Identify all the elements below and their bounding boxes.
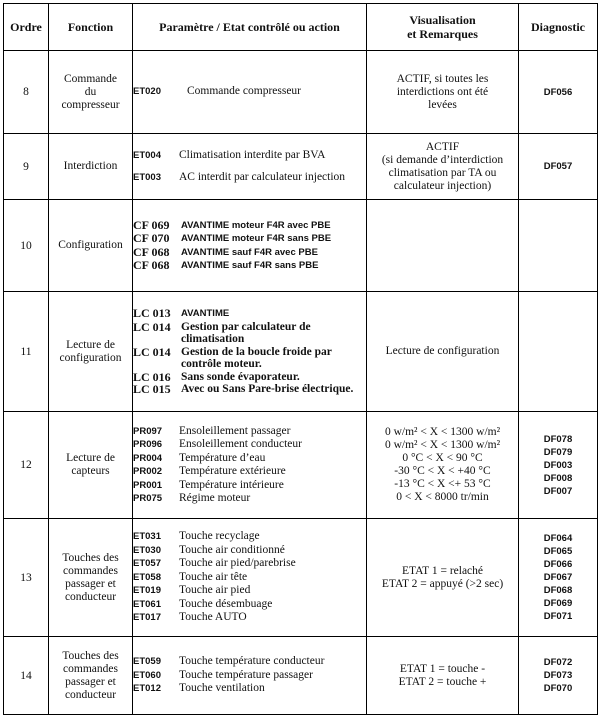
param-code: ET060 <box>133 669 161 681</box>
table-row <box>4 51 598 134</box>
row-ordre: 12 <box>4 412 49 519</box>
row-params <box>133 292 367 412</box>
param-label: Climatisation interdite par BVA <box>179 149 326 161</box>
row-ordre: 14 <box>4 637 49 715</box>
param-entry <box>133 383 366 396</box>
row-diagnostic <box>519 134 598 200</box>
header-vis-line: Visualisation <box>409 13 476 27</box>
table-row <box>4 412 598 519</box>
param-entry <box>133 346 366 371</box>
param-code: PR097 <box>133 425 163 437</box>
row-visualisation <box>367 292 519 412</box>
table-row <box>4 134 598 200</box>
param-label: AVANTIME moteur F4R sans PBE <box>181 233 332 244</box>
fonction-line: passager et <box>65 675 116 688</box>
diag-code: DF069 <box>543 598 573 609</box>
fonction-line: conducteur <box>64 590 117 603</box>
row-ordre: 11 <box>4 292 49 412</box>
vis-line: 0 °C < X < 90 °C <box>402 452 483 464</box>
row-fonction <box>49 134 133 200</box>
row-fonction <box>49 637 133 715</box>
param-code: ET017 <box>133 612 161 624</box>
row-params <box>133 51 367 134</box>
param-entry <box>133 611 366 625</box>
param-code: LC 014 <box>133 319 171 334</box>
param-label: Avec ou Sans Pare-brise électrique. <box>181 383 354 396</box>
vis-line: ETAT 2 = appuyé (>2 sec) <box>381 577 504 590</box>
param-entry <box>133 425 366 439</box>
row-diagnostic <box>519 51 598 134</box>
diag-code: DF072 <box>543 657 573 668</box>
param-code: LC 016 <box>133 369 171 384</box>
row-visualisation <box>367 134 519 200</box>
param-code: PR002 <box>133 466 163 477</box>
param-entry <box>133 544 366 558</box>
param-code: CF 069 <box>133 217 170 232</box>
row-visualisation <box>367 412 519 519</box>
param-label: Régime moteur <box>179 492 251 504</box>
param-code: CF 068 <box>133 258 170 272</box>
diag-code: DF007 <box>543 485 573 497</box>
vis-line: levées <box>428 98 457 111</box>
vis-line: 0 w/m² < X < 1300 w/m² <box>384 426 501 438</box>
vis-line: 0 < X < 8000 tr/min <box>396 491 489 503</box>
param-entry <box>133 246 366 260</box>
row-params <box>133 412 367 519</box>
row-fonction <box>49 412 133 519</box>
header-vis-line: et Remarques <box>407 27 478 41</box>
table-row <box>4 637 598 715</box>
param-entry <box>133 171 366 185</box>
param-entry <box>133 321 366 346</box>
param-entry <box>133 479 366 493</box>
header-row <box>4 4 598 51</box>
diag-code: DF078 <box>543 433 573 445</box>
fonction-line: Lecture de <box>66 452 115 464</box>
param-label: Gestion par calculateur de climatisation <box>181 320 311 346</box>
param-label: Température d’eau <box>179 451 266 464</box>
row-diagnostic <box>519 519 598 637</box>
param-code: ET020 <box>133 86 161 98</box>
table-row <box>4 519 598 637</box>
fonction-line: commandes <box>63 564 118 577</box>
header-fonction: Fonction <box>49 4 133 51</box>
vis-line: Lecture de configuration <box>385 345 500 357</box>
diag-code: DF065 <box>543 546 573 557</box>
param-label: Touche air tête <box>179 570 248 583</box>
param-label: Gestion de la boucle froide par contrôle moteur. <box>181 345 332 371</box>
fonction-line: capteurs <box>71 465 110 477</box>
vis-line: interdictions ont été <box>396 85 489 98</box>
param-entry <box>133 232 366 246</box>
param-code: ET030 <box>133 544 161 556</box>
row-ordre: 10 <box>4 200 49 292</box>
row-params <box>133 519 367 637</box>
param-entry <box>133 682 366 696</box>
param-label: AVANTIME <box>181 308 230 320</box>
param-label: Touche air pied <box>179 584 251 597</box>
row-diagnostic <box>519 412 598 519</box>
row-fonction <box>49 51 133 134</box>
vis-line: ETAT 1 = relaché <box>401 564 484 577</box>
param-label: AVANTIME sauf F4R sans PBE <box>181 260 319 271</box>
diag-code: DF073 <box>543 670 573 681</box>
fonction-line: Commande <box>63 72 118 85</box>
param-code: ET019 <box>133 585 161 597</box>
diag-code: DF056 <box>543 86 573 98</box>
param-code: PR001 <box>133 479 163 491</box>
param-code: CF 070 <box>133 231 170 245</box>
param-label: Touche air conditionné <box>179 543 285 556</box>
param-label: AVANTIME sauf F4R avec PBE <box>181 246 318 258</box>
param-entry <box>133 669 366 683</box>
param-code: CF 068 <box>133 244 170 259</box>
param-label: Touche température passager <box>179 668 313 681</box>
fonction-line: du <box>84 85 97 98</box>
param-code: ET058 <box>133 571 161 583</box>
param-label: Touche AUTO <box>179 611 247 624</box>
param-label: Température intérieure <box>179 478 284 491</box>
row-visualisation <box>367 200 519 292</box>
row-fonction <box>49 200 133 292</box>
param-entry <box>133 307 366 321</box>
param-code: PR004 <box>133 452 163 464</box>
diag-code: DF066 <box>543 559 573 570</box>
row-visualisation <box>367 637 519 715</box>
fonction-line: conducteur <box>64 688 117 701</box>
diag-code: DF057 <box>543 161 573 172</box>
param-code: ET012 <box>133 683 161 695</box>
row-params <box>133 200 367 292</box>
row-diagnostic <box>519 292 598 412</box>
diag-code: DF079 <box>543 446 573 458</box>
param-label: Touche air pied/parebrise <box>179 557 296 570</box>
row-ordre: 9 <box>4 134 49 200</box>
param-entry <box>133 655 366 669</box>
fonction-line: configuration <box>59 351 122 364</box>
vis-line: ETAT 2 = touche + <box>398 675 487 688</box>
vis-line: ACTIF, si toutes les <box>396 72 489 85</box>
param-label: Sans sonde évaporateur. <box>181 370 300 383</box>
param-code: PR075 <box>133 493 163 504</box>
header-parametre: Paramètre / Etat contrôlé ou action <box>133 4 367 51</box>
table-row <box>4 200 598 292</box>
row-params <box>133 637 367 715</box>
fonction-line: Touches des <box>62 551 119 564</box>
param-label: Touche désembuage <box>179 597 273 610</box>
param-entry <box>133 149 366 163</box>
row-visualisation <box>367 519 519 637</box>
param-entry <box>133 530 366 544</box>
diag-code: DF071 <box>543 611 573 622</box>
diag-code: DF003 <box>543 459 573 471</box>
param-label: AVANTIME moteur F4R avec PBE <box>181 219 331 231</box>
fonction-line: Interdiction <box>63 160 118 172</box>
row-diagnostic <box>519 637 598 715</box>
diag-code: DF067 <box>543 572 573 583</box>
fonction-line: Lecture de <box>66 338 115 351</box>
param-entry <box>133 584 366 598</box>
vis-line: (si demande d’interdiction <box>381 153 504 166</box>
diag-code: DF064 <box>543 533 573 544</box>
param-code: LC 014 <box>133 344 171 359</box>
vis-line: calculateur injection) <box>393 179 492 192</box>
param-entry <box>133 557 366 571</box>
vis-line: ETAT 1 = touche - <box>399 662 486 675</box>
row-fonction <box>49 292 133 412</box>
param-entry <box>133 465 366 479</box>
table-row <box>4 292 598 412</box>
header-ordre: Ordre <box>4 4 49 51</box>
row-ordre: 8 <box>4 51 49 134</box>
param-code: LC 013 <box>133 306 171 321</box>
vis-line: -13 °C < X <+ 53 °C <box>394 478 491 490</box>
param-label: Température extérieure <box>179 465 286 477</box>
param-label: Ensoleillement conducteur <box>179 438 302 450</box>
param-code: PR096 <box>133 439 163 450</box>
param-entry <box>133 571 366 585</box>
fonction-line: commandes <box>63 662 118 675</box>
fonction-line: Touches des <box>62 649 119 662</box>
param-label: Commande compresseur <box>187 85 302 98</box>
fonction-line: Configuration <box>58 239 123 251</box>
param-code: ET057 <box>133 558 161 570</box>
fonction-line: passager et <box>65 577 116 590</box>
row-params <box>133 134 367 200</box>
param-label: AC interdit par calculateur injection <box>179 170 346 183</box>
param-label: Touche recyclage <box>179 530 260 543</box>
header-visualisation <box>367 4 519 51</box>
row-fonction <box>49 519 133 637</box>
row-diagnostic <box>519 200 598 292</box>
diag-code: DF008 <box>543 472 573 484</box>
param-entry <box>133 438 366 452</box>
param-code: ET061 <box>133 598 161 610</box>
row-visualisation <box>367 51 519 134</box>
parameter-table <box>3 3 598 715</box>
param-entry <box>133 452 366 466</box>
param-code: LC 015 <box>133 382 171 397</box>
param-label: Touche ventilation <box>179 682 265 695</box>
fonction-line: compresseur <box>61 98 120 111</box>
param-code: ET059 <box>133 656 161 668</box>
param-entry <box>133 492 366 506</box>
param-code: ET004 <box>133 150 161 161</box>
vis-line: climatisation par TA ou <box>388 166 497 179</box>
vis-line: -30 °C < X < +40 °C <box>394 465 491 477</box>
param-code: ET003 <box>133 171 161 183</box>
param-entry <box>133 259 366 273</box>
param-label: Ensoleillement passager <box>179 424 291 437</box>
diag-code: DF068 <box>543 585 573 596</box>
vis-line: ACTIF <box>425 140 460 153</box>
param-label: Touche température conducteur <box>179 655 325 668</box>
vis-line: 0 w/m² < X < 1300 w/m² <box>384 439 501 451</box>
param-code: ET031 <box>133 531 161 543</box>
row-ordre: 13 <box>4 519 49 637</box>
param-entry <box>133 598 366 612</box>
param-entry <box>133 85 366 99</box>
param-entry <box>133 219 366 233</box>
diag-code: DF070 <box>543 683 573 694</box>
header-diagnostic: Diagnostic <box>519 4 598 51</box>
